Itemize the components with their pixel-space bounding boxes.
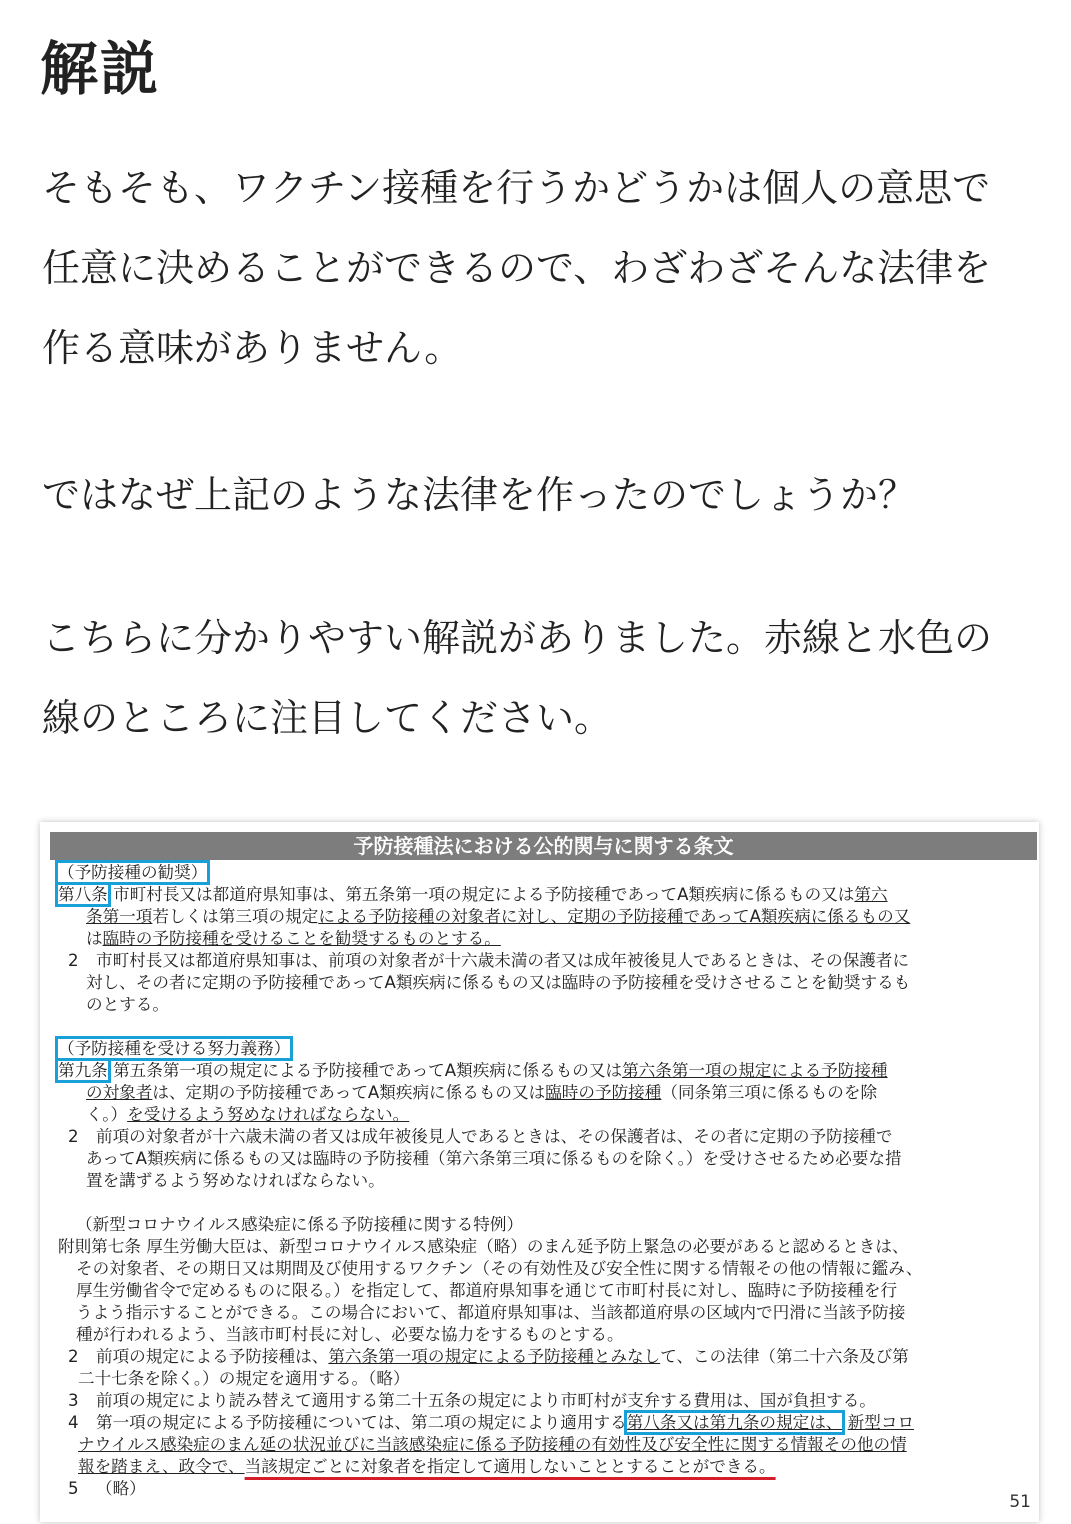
article-9-heading: （予防接種を受ける努力義務） [58,1039,291,1058]
paragraph-1: そもそも、ワクチン接種を行うかどうかは個人の意思で任意に決めることができるので、わざわざそんな法律を作る意味がありません。 [42,166,992,370]
section-heading: 解説 [40,35,161,103]
article-8-underline: 第六 [854,885,888,904]
article-9-label: 第九条 [58,1061,108,1080]
article-8-underline: 条第一項 [86,907,153,926]
paragraph-number: 5 [68,1479,79,1498]
slide-title: 予防接種法における公的関与に関する条文 [50,832,1037,860]
supplementary-text: 厚生労働大臣は、新型コロナウイルス感染症（略）のまん延予防上緊急の必要があると認めるときは、 [146,1237,909,1256]
supplementary-text: 第一項の規定による予防接種については、第二項の規定により適用する [96,1413,627,1432]
article-8-text: 対し、その者に定期の予防接種であってA類疾病に係るもの又は臨時の予防接種を受けさせることを勧奨するも [86,973,911,992]
law-slide-image [40,822,1039,1522]
paragraph-number: 2 [68,1347,79,1366]
supplementary-underline: ナウイルス感染症のまん延の状況並びに当該感染症に係る予防接種の有効性及び安全性に関する情報その他の情 [78,1435,907,1454]
article-9-text: 第五条第一項の規定による予防接種であってA類疾病に係るもの又は [113,1061,623,1080]
article-8-text: 若しくは第三項の規定 [152,907,319,926]
article-9-underline: を受けるよう努めなければならない。 [127,1105,410,1124]
article-8-block [58,862,1008,1016]
article-8-text: のとする。 [86,995,169,1014]
supplementary-text: て、この法律（第二十六条及び第 [660,1347,909,1366]
article-9-text: く。） [86,1105,128,1124]
paragraph-number: 4 [68,1413,79,1432]
article-8-label: 第八条 [58,885,108,904]
paragraph-number: 2 [68,1127,79,1146]
paragraph-number: 2 [68,951,79,970]
article-9-text: 前項の対象者が十六歳未満の者又は成年被後見人であるときは、その保護者は、その者に定期の予防接種で [96,1127,893,1146]
paragraph-number: 3 [68,1391,79,1410]
article-8-underline: による予防接種の対象者に対し、定期の予防接種であってA類疾病に係るもの又 [318,907,911,926]
supplementary-underline: 第六条第一項の規定による予防接種とみなし [328,1347,661,1366]
slide-page-number: 51 [1009,1492,1031,1512]
article-8-text: 市町村長又は都道府県知事は、第五条第一項の規定による予防接種であってA類疾病に係るもの又は [113,885,855,904]
article-9-text: あってA類疾病に係るもの又は臨時の予防接種（第六条第三項に係るものを除く。）を受けさせるため必要な措 [86,1149,902,1168]
article-9-text: は、定期の予防接種であってA類疾病に係るもの又は [152,1083,546,1102]
paragraph-3: こちらに分かりやすい解説がありました。赤線と水色の線のところに注目してください。 [42,616,993,740]
article-9-underline: 第六条第一項の規定による予防接種 [622,1061,888,1080]
article-8-heading: （予防接種の勧奨） [58,863,208,882]
article-9-text: （同条第三項に係るものを除 [661,1083,878,1102]
supplementary-text: その対象者、その期日又は期間及び使用するワクチン（その有効性及び安全性に関する情報その他の情報に鑑み、 [76,1259,923,1278]
supplementary-underline: 新型コロ [847,1413,915,1432]
article-8-text: 市町村長又は都道府県知事は、前項の対象者が十六歳未満の者又は成年被後見人であるときは、その保護者に [96,951,910,970]
supplementary-red-underline: 当該規定ごとに対象者を指定して適用しないこととすることができる。 [244,1457,776,1476]
supplementary-text: （略） [96,1479,146,1498]
article-9-underline: 臨時の予防接種 [545,1083,662,1102]
supplementary-article-7-block [58,1214,1008,1500]
supplementary-text: 二十七条を除く。）の規定を適用する。（略） [78,1369,410,1388]
article-8-underline: 臨時の予防接種を受けることを勧奨するものとする。 [102,929,501,948]
supplementary-label: 附則第七条 [58,1237,141,1256]
article-9-block [58,1038,1008,1192]
article-8-text: は [86,929,103,948]
supplementary-text: 種が行われるよう、当該市町村長に対し、必要な協力をするものとする。 [76,1325,624,1344]
supplementary-highlight-box: 第八条又は第九条の規定は、 [626,1413,843,1432]
paragraph-2: ではなぜ上記のような法律を作ったのでしょうか？ [42,473,917,517]
article-9-underline: の対象者 [86,1083,153,1102]
supplementary-underline: 報を踏まえ、政令で、 [78,1457,245,1476]
supplementary-text: 前項の規定による予防接種は、 [96,1347,329,1366]
supplementary-heading: （新型コロナウイルス感染症に係る予防接種に関する特例） [76,1215,524,1234]
supplementary-text: 厚生労働省令で定めるものに限る。）を指定して、都道府県知事を通じて市町村長に対し、臨時に予防接種を行 [76,1281,898,1300]
article-9-text: 置を講ずるよう努めなければならない。 [86,1171,385,1190]
supplementary-text: うよう指示することができる。この場合において、都道府県知事は、当該都道府県の区域内で円滑に当該予防接 [76,1303,906,1322]
supplementary-text: 前項の規定により読み替えて適用する第二十五条の規定により市町村が支弁する費用は、国が負担する。 [96,1391,876,1410]
